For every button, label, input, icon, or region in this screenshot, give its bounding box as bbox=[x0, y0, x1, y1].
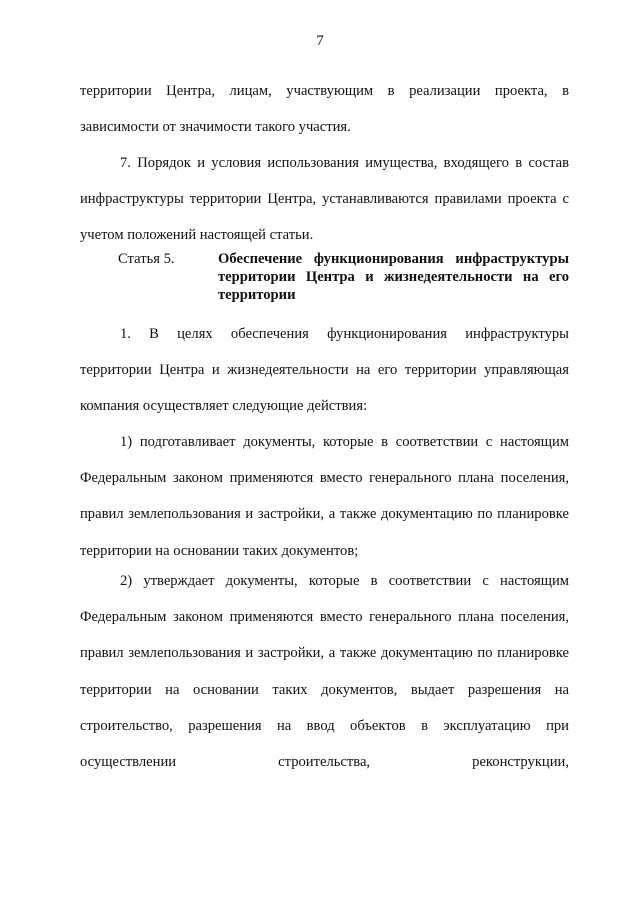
paragraph-continuation: территории Центра, лицам, участвующим в реализации проекта, в зависимости от значимости такого участия. bbox=[80, 83, 569, 136]
paragraph-subitem-1: 1) подготавливает документы, которые в соответствии с настоящим Федеральным законом применяются вместо генерального плана поселения, правил землепользования и застройки, а также документацию по планировке территории на основании таких документов; bbox=[80, 434, 569, 559]
page-number: 7 bbox=[316, 33, 324, 49]
paragraph-item-7: 7. Порядок и условия использования имущества, входящего в состав инфраструктуры территории Центра, устанавливаются правилами проекта с учетом положений настоящей статьи. bbox=[80, 155, 569, 244]
paragraph-subitem-2: 2) утверждает документы, которые в соответствии с настоящим Федеральным законом применяются вместо генерального плана поселения, правил землепользования и застройки, а также документацию по планировке территории на основании таких документов, выдает разрешения на строительство, разрешения на ввод объектов в эксплуатацию при осуществлении строительства, реконструкции, bbox=[80, 573, 569, 771]
paragraph-article-5-item-1: 1. В целях обеспечения функционирования инфраструктуры территории Центра и жизнедеятельности на его территории управляющая компания осуществляет следующие действия: bbox=[80, 326, 569, 415]
article-title: Обеспечение функционирования инфраструктуры территории Центра и жизнедеятельности на его территории bbox=[218, 251, 569, 303]
article-label: Статья 5. bbox=[118, 251, 175, 267]
